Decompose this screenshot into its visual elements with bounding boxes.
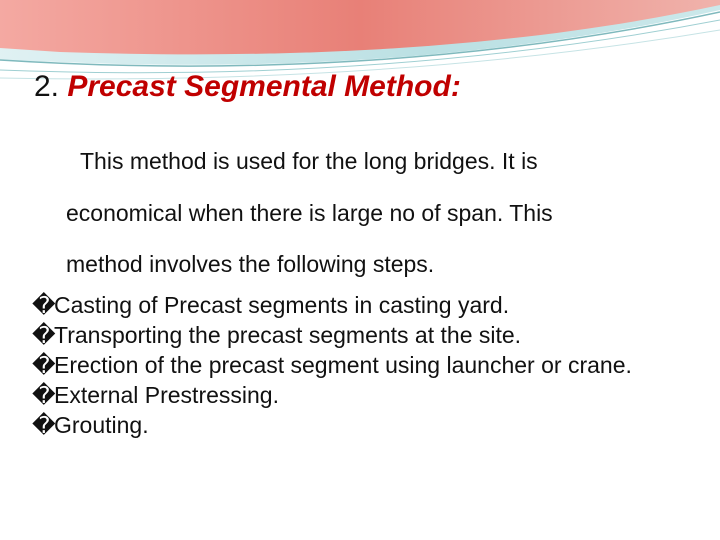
list-item-text: Casting of Precast segments in casting yard. [54, 292, 510, 318]
bullet-marker: � [32, 382, 56, 408]
list-item [32, 320, 692, 350]
title-number: 2. [34, 70, 60, 103]
list-item [32, 290, 692, 320]
title-text: Precast Segmental Method: [67, 70, 461, 103]
list-item [32, 410, 692, 440]
list-item-text: Erection of the precast segment using launcher or crane. [54, 352, 632, 378]
slide-title [34, 70, 461, 104]
list-item-text: Grouting. [54, 412, 149, 438]
intro-line-2: economical when there is large no of span. This [66, 200, 553, 226]
list-item-text: Transporting the precast segments at the site. [54, 322, 522, 348]
list-item [32, 380, 692, 410]
intro-line-1: This method is used for the long bridges. It is [80, 148, 538, 174]
bullet-marker: � [32, 292, 56, 318]
intro-line-3: method involves the following steps. [66, 251, 435, 277]
list-item-text: External Prestressing. [54, 382, 279, 408]
list-item [32, 350, 692, 380]
bullet-marker: � [32, 412, 56, 438]
bullet-marker: � [32, 322, 56, 348]
steps-list [32, 290, 692, 440]
bullet-marker: � [32, 352, 56, 378]
